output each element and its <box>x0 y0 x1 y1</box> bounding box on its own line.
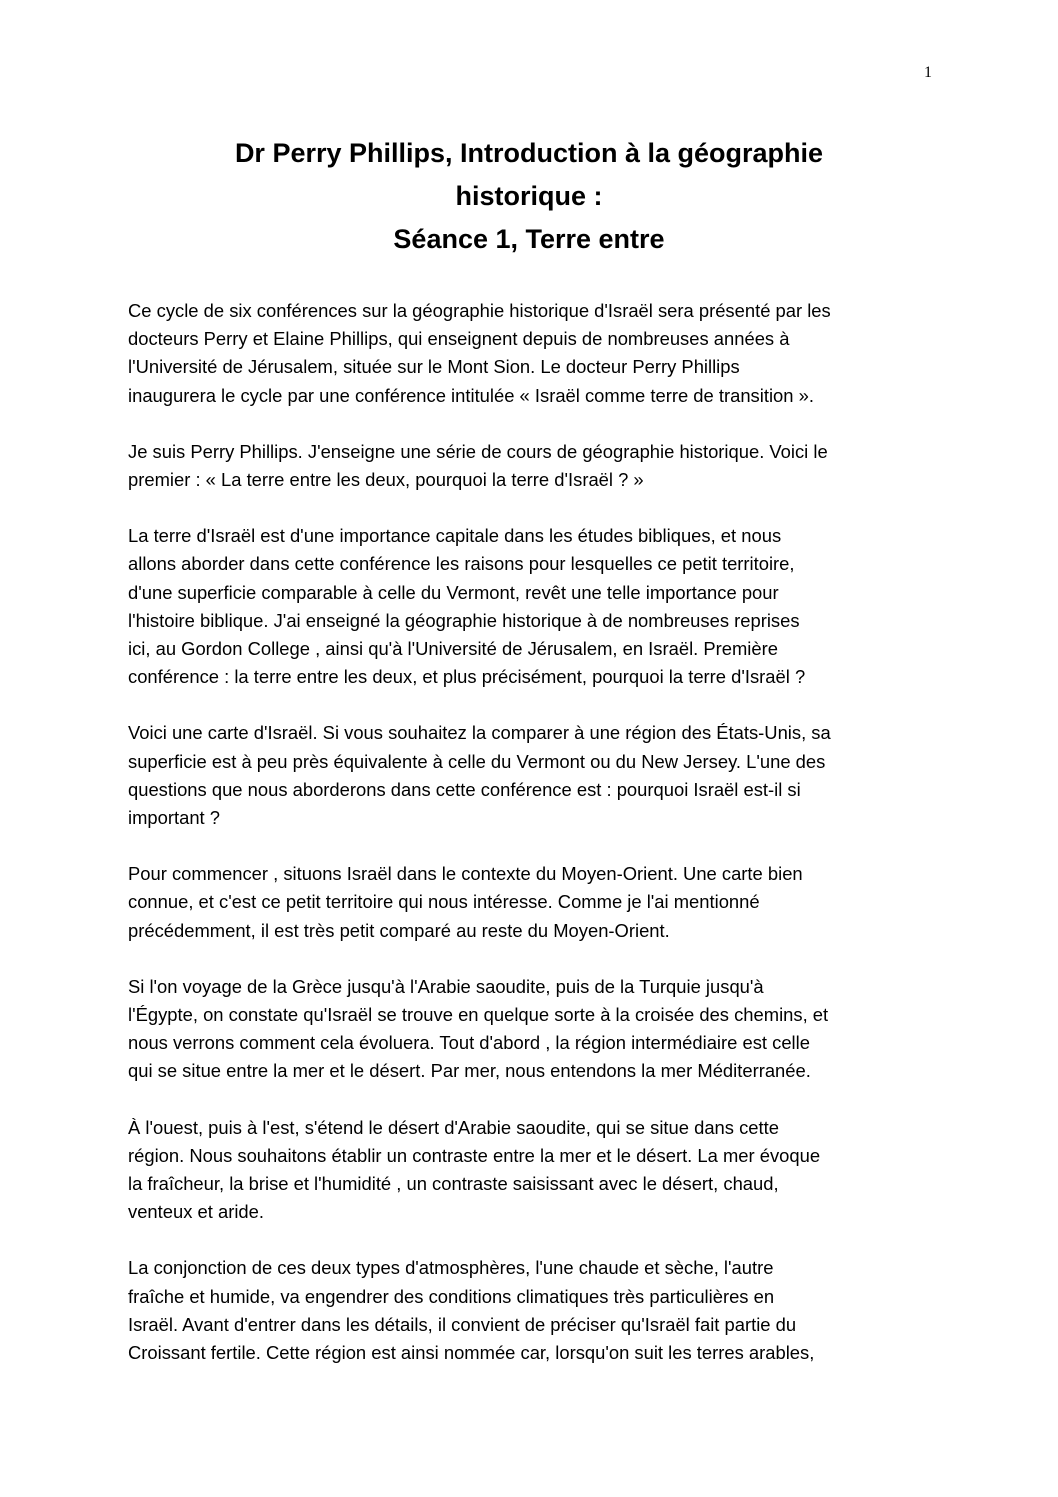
title-line: Dr Perry Phillips, Introduction à la géographie <box>234 138 824 168</box>
paragraph <box>128 973 938 1086</box>
text-line: l'Université de Jérusalem, située sur le Mont Sion. Le docteur Perry Phillips <box>128 356 740 378</box>
text-line: ici, au Gordon College , ainsi qu'à l'Université de Jérusalem, en Israël. Première <box>128 638 778 660</box>
paragraph <box>128 1254 938 1367</box>
text-line: région. Nous souhaitons établir un contraste entre la mer et le désert. La mer évoque <box>128 1144 821 1166</box>
text-line: inaugurera le cycle par une conférence intitulée « Israël comme terre de transition ». <box>128 384 814 406</box>
text-line: premier : « La terre entre les deux, pourquoi la terre d'Israël ? » <box>128 469 644 491</box>
text-line: questions que nous aborderons dans cette conférence est : pourquoi Israël est-il si <box>128 778 801 800</box>
text-line: important ? <box>128 807 220 829</box>
text-line: superficie est à peu près équivalente à celle du Vermont ou du New Jersey. L'une des <box>128 750 826 772</box>
title-line: Séance 1, Terre entre <box>393 224 665 254</box>
text-line: qui se situe entre la mer et le désert. Par mer, nous entendons la mer Méditerranée. <box>128 1060 811 1082</box>
page-number: 1 <box>924 64 932 81</box>
text-line: La terre d'Israël est d'une importance capitale dans les études bibliques, et nous <box>128 525 782 547</box>
text-line: l'Égypte, on constate qu'Israël se trouve en quelque sorte à la croisée des chemins, et <box>128 1004 829 1026</box>
text-line: Je suis Perry Phillips. J'enseigne une série de cours de géographie historique. Voici le <box>128 440 828 462</box>
text-line: l'histoire biblique. J'ai enseigné la géographie historique à de nombreuses reprises <box>128 609 800 631</box>
text-line: Voici une carte d'Israël. Si vous souhaitez la comparer à une région des États-Unis, sa <box>128 722 831 744</box>
document-title <box>128 132 930 261</box>
text-line: fraîche et humide, va engendrer des conditions climatiques très particulières en <box>128 1285 775 1307</box>
text-line: Croissant fertile. Cette région est ainsi nommée car, lorsqu'on suit les terres arables, <box>128 1342 815 1364</box>
text-line: La conjonction de ces deux types d'atmosphères, l'une chaude et sèche, l'autre <box>128 1257 774 1279</box>
text-line: docteurs Perry et Elaine Phillips, qui enseignent depuis de nombreuses années à <box>128 328 790 350</box>
document-body <box>128 297 938 1395</box>
text-line: Israël. Avant d'entrer dans les détails, il convient de préciser qu'Israël fait partie du <box>128 1313 797 1335</box>
paragraph <box>128 438 938 494</box>
text-line: venteux et aride. <box>128 1201 264 1223</box>
text-line: la fraîcheur, la brise et l'humidité , un contraste saisissant avec le désert, chaud, <box>128 1173 779 1195</box>
paragraph <box>128 860 938 945</box>
text-line: nous verrons comment cela évoluera. Tout d'abord , la région intermédiaire est celle <box>128 1032 810 1054</box>
text-line: Pour commencer , situons Israël dans le contexte du Moyen-Orient. Une carte bien <box>128 863 803 885</box>
text-line: Ce cycle de six conférences sur la géographie historique d'Israël sera présenté par les <box>128 300 831 321</box>
text-line: allons aborder dans cette conférence les raisons pour lesquelles ce petit territoire, <box>128 553 795 575</box>
text-line: connue, et c'est ce petit territoire qui nous intéresse. Comme je l'ai mentionné <box>128 891 760 913</box>
title-line: historique : <box>455 181 603 211</box>
text-line: À l'ouest, puis à l'est, s'étend le désert d'Arabie saoudite, qui se situe dans cette <box>128 1116 779 1138</box>
paragraph <box>128 522 938 691</box>
paragraph <box>128 1114 938 1227</box>
paragraph <box>128 719 938 832</box>
text-line: conférence : la terre entre les deux, et plus précisément, pourquoi la terre d'Israël ? <box>128 666 806 688</box>
paragraph <box>128 297 938 410</box>
text-line: d'une superficie comparable à celle du Vermont, revêt une telle importance pour <box>128 581 779 603</box>
text-line: Si l'on voyage de la Grèce jusqu'à l'Arabie saoudite, puis de la Turquie jusqu'à <box>128 975 764 997</box>
text-line: précédemment, il est très petit comparé au reste du Moyen-Orient. <box>128 919 670 941</box>
